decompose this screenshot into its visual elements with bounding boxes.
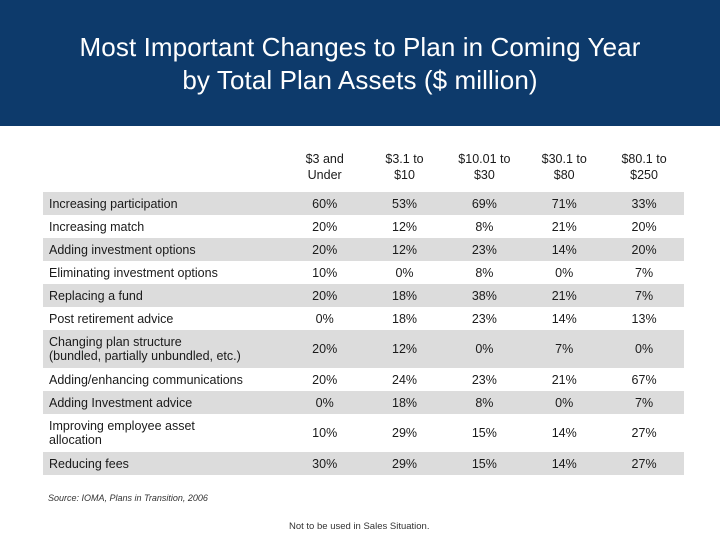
table-cell: 71%	[524, 192, 604, 215]
table-cell: 0%	[555, 265, 574, 280]
column-header-line-2: $80	[553, 168, 575, 182]
row-label: Increasing match	[49, 219, 145, 234]
row-label: Increasing participation	[43, 192, 285, 215]
table-cell: 20%	[312, 372, 338, 387]
row-label-line-2: allocation	[49, 433, 102, 447]
table-cell: 21%	[551, 219, 577, 234]
table-cell: 14%	[524, 452, 604, 475]
table-cell: 69%	[444, 192, 524, 215]
table-cell: 0%	[524, 391, 604, 414]
table-row	[43, 307, 684, 330]
table-cell: 29%	[365, 452, 445, 475]
table-row	[43, 215, 684, 238]
table-cell: 27%	[631, 426, 657, 440]
table-cell: 67%	[631, 372, 657, 387]
table-cell: 38%	[444, 284, 524, 307]
table-cell: 12%	[365, 330, 445, 368]
table-cell: 20%	[285, 330, 365, 368]
table-cell: 10%	[312, 426, 338, 440]
column-header	[444, 142, 524, 192]
column-header-line-1: $3 and	[305, 152, 344, 166]
table-cell: 7%	[524, 330, 604, 368]
table-cell: 14%	[551, 426, 577, 440]
table-cell: 18%	[365, 391, 445, 414]
table-cell: 15%	[444, 452, 524, 475]
table-row	[43, 391, 684, 414]
table-cell: 27%	[604, 452, 684, 475]
slide-title-line-1: Most Important Changes to Plan in Coming Year	[79, 32, 641, 62]
row-label: Adding Investment advice	[43, 391, 285, 414]
table-cell: 8%	[475, 219, 494, 234]
header-corner	[43, 142, 285, 192]
table-cell: 20%	[604, 238, 684, 261]
table-cell: 21%	[551, 372, 577, 387]
column-header-line-1: $3.1 to	[385, 152, 424, 166]
slide-title	[80, 29, 641, 97]
table-cell: 7%	[635, 265, 654, 280]
table-cell: 60%	[285, 192, 365, 215]
column-header-line-1: $10.01 to	[458, 152, 511, 166]
column-header-line-2: $30	[473, 168, 495, 182]
table-cell: 12%	[392, 219, 418, 234]
table-cell: 0%	[395, 265, 414, 280]
table-cell: 10%	[312, 265, 338, 280]
row-label-line-1: Changing plan structure	[49, 335, 182, 349]
row-label: Post retirement advice	[49, 311, 174, 326]
table-cell: 7%	[604, 284, 684, 307]
table-cell: 33%	[604, 192, 684, 215]
table-cell: 23%	[471, 372, 497, 387]
table-cell: 0%	[444, 330, 524, 368]
table-row	[43, 192, 684, 215]
column-header	[285, 142, 365, 192]
table-cell: 14%	[524, 238, 604, 261]
table-cell: 0%	[315, 311, 334, 326]
table-cell: 23%	[471, 311, 497, 326]
row-label: Replacing a fund	[43, 284, 285, 307]
disclaimer-note: Not to be used in Sales Situation.	[289, 521, 430, 532]
table-row	[43, 330, 684, 368]
title-band	[0, 0, 720, 126]
row-label: Adding investment options	[43, 238, 285, 261]
table-cell: 24%	[392, 372, 418, 387]
table-row	[43, 284, 684, 307]
column-header-line-2: $10	[394, 168, 415, 182]
table-cell: 14%	[551, 311, 577, 326]
row-label	[43, 414, 285, 452]
table-cell: 12%	[365, 238, 445, 261]
table-cell: 53%	[365, 192, 445, 215]
column-header-line-2: Under	[307, 168, 342, 182]
row-label: Adding/enhancing communications	[49, 372, 243, 387]
row-label	[43, 330, 285, 368]
table-row	[43, 452, 684, 475]
table-row	[43, 368, 684, 391]
table-row	[43, 238, 684, 261]
table-cell: 29%	[392, 426, 418, 440]
table-cell: 18%	[392, 311, 418, 326]
table-cell: 15%	[471, 426, 497, 440]
column-header	[604, 142, 684, 192]
table-cell: 30%	[285, 452, 365, 475]
column-header-line-2: $250	[630, 168, 658, 182]
table-cell: 23%	[444, 238, 524, 261]
table-cell: 20%	[285, 238, 365, 261]
column-header	[524, 142, 604, 192]
table-cell: 20%	[312, 219, 338, 234]
table-row	[43, 261, 684, 284]
column-header	[365, 142, 445, 192]
table-cell: 8%	[444, 391, 524, 414]
slide-title-line-2: by Total Plan Assets ($ million)	[182, 65, 538, 95]
row-label-line-2: (bundled, partially unbundled, etc.)	[49, 349, 241, 363]
table-cell: 0%	[285, 391, 365, 414]
source-note: Source: IOMA, Plans in Transition, 2006	[48, 493, 208, 503]
table-cell: 18%	[365, 284, 445, 307]
table-cell: 21%	[524, 284, 604, 307]
table-cell: 0%	[604, 330, 684, 368]
column-header-line-1: $30.1 to	[541, 152, 587, 166]
table-cell: 8%	[475, 265, 494, 280]
table-header-row	[43, 142, 684, 192]
row-label: Reducing fees	[43, 452, 285, 475]
column-header-line-1: $80.1 to	[621, 152, 667, 166]
table-cell: 13%	[631, 311, 657, 326]
plan-changes-table	[43, 142, 684, 475]
table-cell: 7%	[604, 391, 684, 414]
table-cell: 20%	[631, 219, 657, 234]
row-label: Eliminating investment options	[49, 265, 218, 280]
row-label-line-1: Improving employee asset	[49, 419, 195, 433]
table-cell: 20%	[285, 284, 365, 307]
table-row	[43, 414, 684, 452]
